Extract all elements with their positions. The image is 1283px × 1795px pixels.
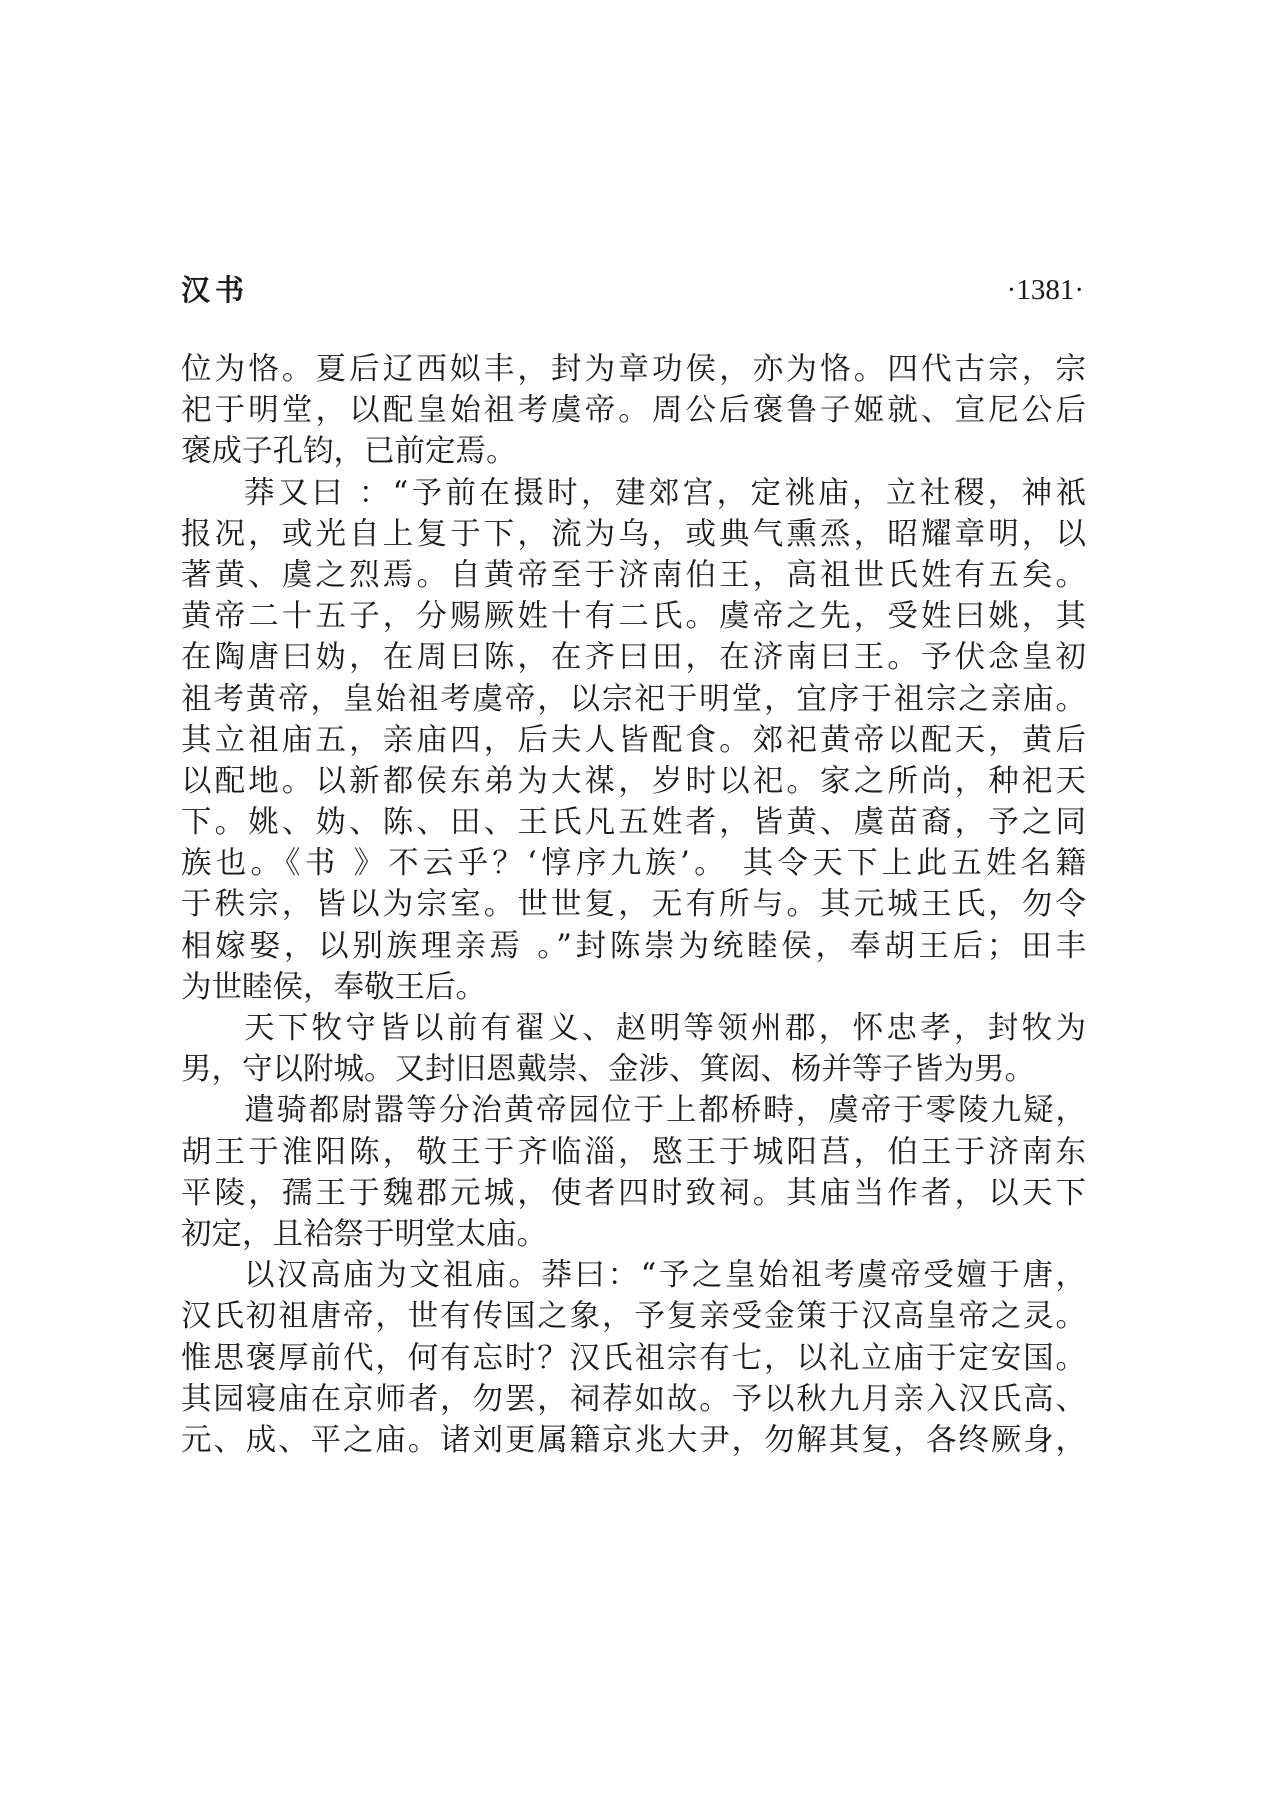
text-line: 其立祖庙五，亲庙四，后夫人皆配食。郊祀黄帝以配天，黄后 [181, 722, 1086, 758]
text-line: 惟思褒厚前代，何有忘时？汉氏祖宗有七，以礼立庙于定安国。 [181, 1340, 1086, 1376]
text-line: 黄帝二十五子，分赐厥姓十有二氏。虞帝之先，受姓曰姚，其 [181, 599, 1086, 635]
text-line: 褒成子孔钧，已前定焉。 [181, 434, 517, 470]
text-line: 祖考黄帝，皇始祖考虞帝，以宗祀于明堂，宜序于祖宗之亲庙。 [181, 681, 1086, 717]
text-line: 元、成、平之庙。诸刘更属籍京兆大尹，勿解其复，各终厥身， [181, 1422, 1086, 1458]
text-line: 平陵，孺王于魏郡元城，使者四时致祠。其庙当作者，以天下 [181, 1175, 1086, 1211]
text-line: 莽又曰 ：“予前在摄时，建郊宫，定祧庙，立社稷，神祇 [244, 475, 1086, 511]
book-title: 汉书 [181, 273, 250, 307]
text-line: 下。姚、妫、陈、田、王氏凡五姓者，皆黄、虞苗裔，予之同 [181, 805, 1086, 841]
text-line: 遣骑都尉嚣等分治黄帝园位于上都桥畤，虞帝于零陵九疑， [244, 1093, 1086, 1129]
text-line: 汉氏初祖唐帝，世有传国之象，予复亲受金策于汉高皇帝之灵。 [181, 1299, 1086, 1335]
text-line: 于秩宗，皆以为宗室。世世复，无有所与。其元城王氏，勿令 [181, 887, 1086, 923]
page-header [181, 268, 1084, 312]
text-line: 为世睦侯，奉敬王后。 [181, 969, 486, 1005]
text-line: 胡王于淮阳陈，敬王于齐临淄，愍王于城阳莒，伯王于济南东 [181, 1134, 1086, 1170]
text-line: 以汉高庙为文祖庙。莽曰：“予之皇始祖考虞帝受嬗于唐， [244, 1258, 1086, 1294]
text-line: 以配地。以新都侯东弟为大禖，岁时以祀。家之所尚，种祀天 [181, 763, 1086, 799]
text-line: 祀于明堂，以配皇始祖考虞帝。周公后褒鲁子姬就、宣尼公后 [181, 393, 1086, 429]
body-text [181, 349, 1086, 1461]
text-line: 著黄、虞之烈焉。自黄帝至于济南伯王，高祖世氏姓有五矣。 [181, 557, 1086, 593]
text-line: 天下牧守皆以前有翟义、赵明等领州郡，怀忠孝，封牧为 [244, 1011, 1086, 1046]
text-line: 初定，且袷祭于明堂太庙。 [181, 1216, 547, 1252]
text-line: 在陶唐曰妫，在周曰陈，在齐曰田，在济南曰王。予伏念皇初 [181, 640, 1086, 676]
text-line: 位为恪。夏后辽西姒丰，封为章功侯，亦为恪。四代古宗，宗 [181, 352, 1086, 387]
text-line: 族也。《书 》不云乎？‘惇序九族’。 其令天下上此五姓名籍 [181, 846, 1086, 882]
page-number: ·1381· [1006, 274, 1084, 306]
text-line: 报况，或光自上复于下，流为乌，或典气熏烝，昭耀章明，以 [181, 516, 1086, 552]
text-line: 其园寝庙在京师者，勿罢，祠荐如故。予以秋九月亲入汉氏高、 [181, 1381, 1086, 1417]
text-line: 男，守以附城。又封旧恩戴崇、金涉、箕闳、杨并等子皆为男。 [181, 1052, 1035, 1088]
text-line: 相嫁娶，以别族理亲焉 。”封陈崇为统睦侯，奉胡王后；田丰 [181, 928, 1086, 964]
